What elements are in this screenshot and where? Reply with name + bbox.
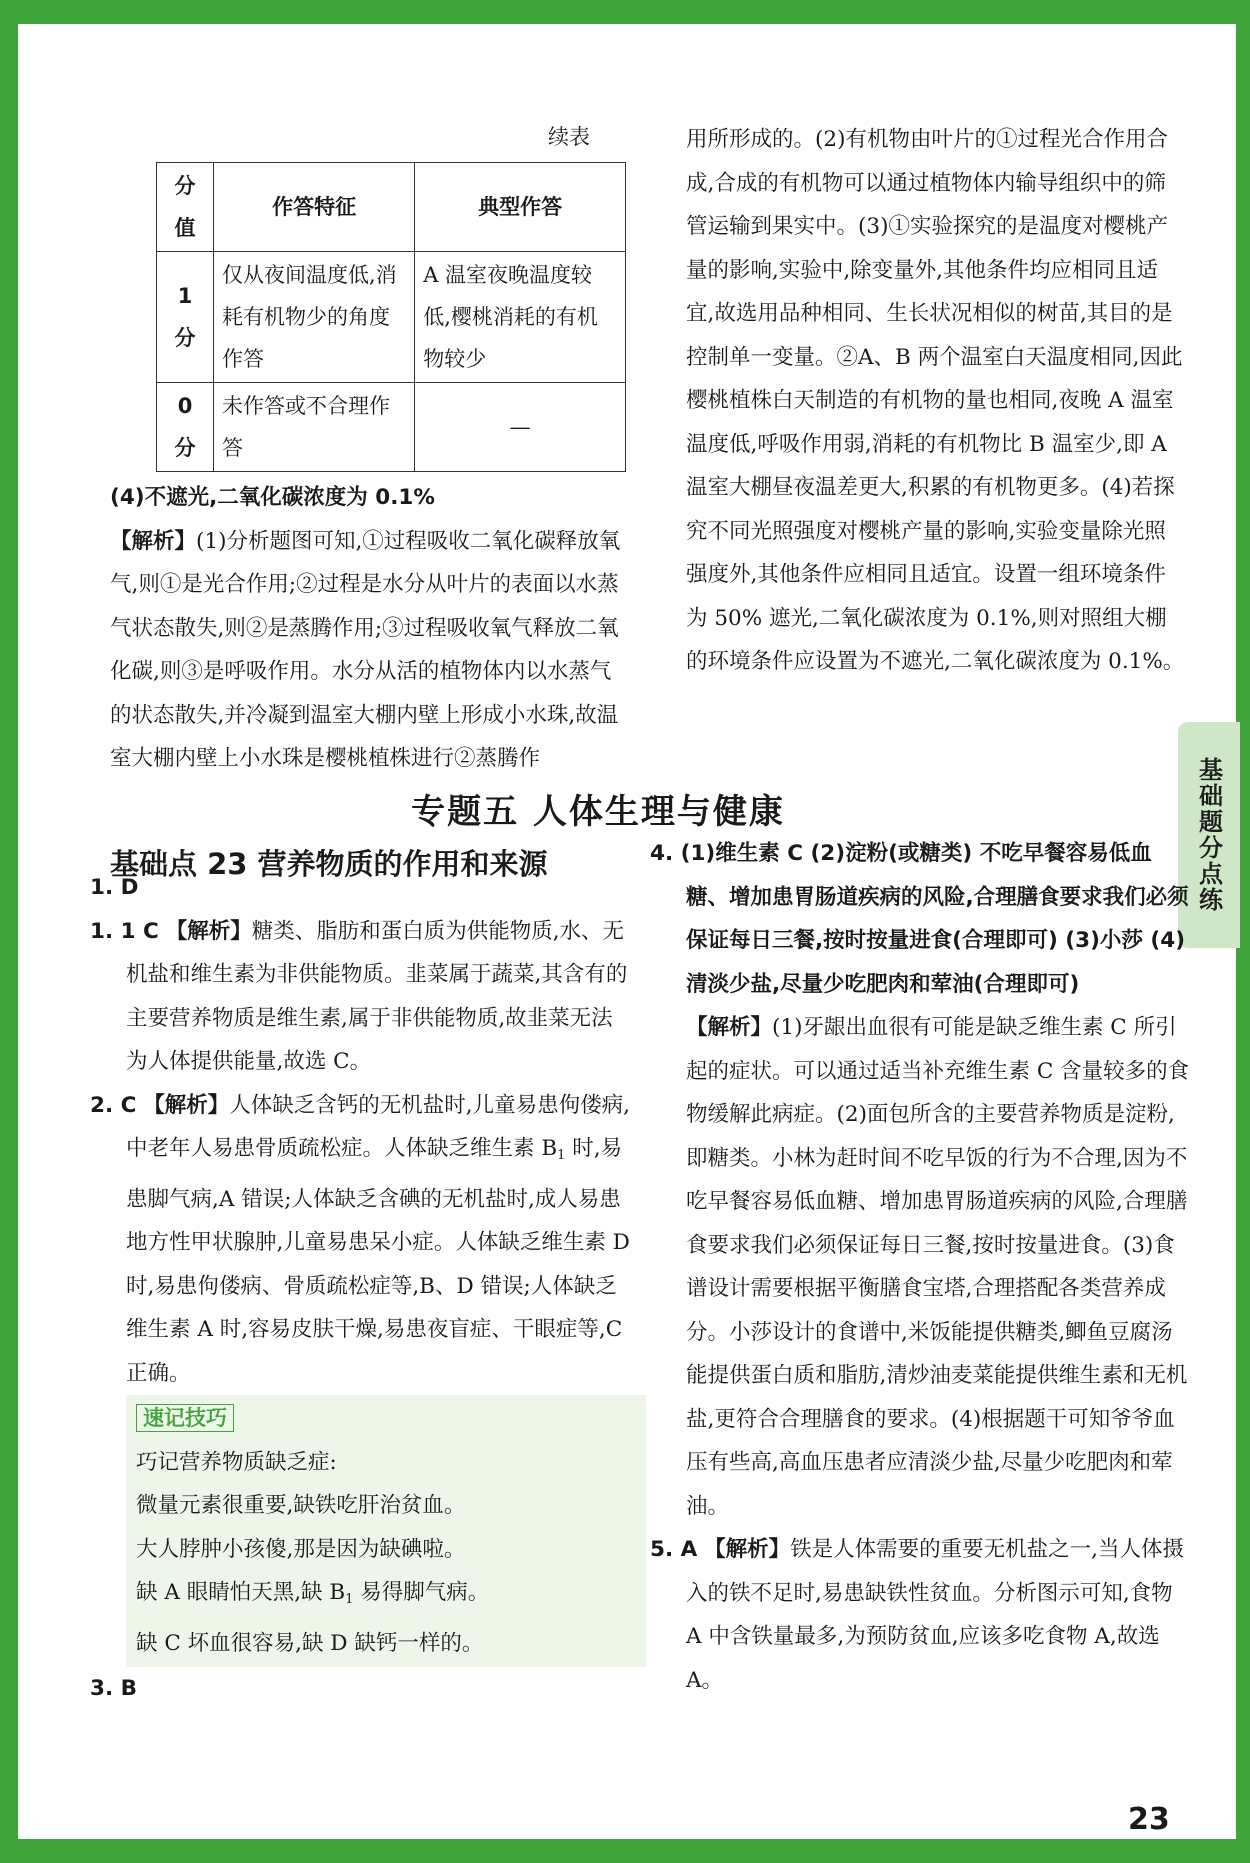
bottom-border [0,1839,1250,1863]
question-4-analysis [650,1006,1190,1528]
table-cell-example: A 温室夜晚温度较低,樱桃消耗的有机物较少 [415,252,626,383]
tip-line4-b: 易得脚气病。 [353,1580,490,1605]
question-2 [90,1084,630,1396]
table-row [157,383,626,472]
q1-1-tag: 【解析】 [165,918,252,944]
q1-1-text: 糖类、脂肪和蛋白质为供能物质,水、无机盐和维生素为非供能物质。韭菜属于蔬菜,其含有的主要营养物质是维生素,属于非供能物质,故韭菜无法为人体提供能量,故选 C。 [126,918,628,1074]
table-cell-score: 0 分 [157,383,214,472]
right-top-column [686,118,1186,684]
q2-tag: 【解析】 [143,1092,230,1118]
tip-label: 速记技巧 [136,1404,234,1432]
section-title: 基础点 23 营养物质的作用和来源 [110,847,548,881]
memory-tip-box [126,1395,646,1667]
table-cell-example: — [415,383,626,472]
tip-line: 巧记营养物质缺乏症: [136,1449,337,1475]
question-3: 3. B [90,1676,137,1701]
tip-line: 缺 C 坏血很容易,缺 D 缺钙一样的。 [136,1630,484,1656]
q5-text: 铁是人体需要的重要无机盐之一,当人体摄入的铁不足时,易患缺铁性贫血。分析图示可知,食物 A 中含铁量最多,为预防贫血,应该多吃食物 A,故选 A。 [686,1537,1184,1693]
left-border [0,0,18,1863]
page [18,24,1236,1839]
tip-line: 微量元素很重要,缺铁吃肝治贫血。 [136,1493,466,1518]
q1-1-number: 1. 1 C [90,918,159,944]
left-top-column [110,116,630,781]
section-tab: 基础题分点练 [1178,722,1240,948]
left-bottom-column [90,866,630,1711]
question-4-answer: 4. (1)维生素 C (2)淀粉(或糖类) 不吃早餐容易低血糖、增加患胃肠道疾病的风险,合理膳食要求我们必须保证每日三餐,按时按量进食(合理即可) (3)小莎 (4)清淡少盐,尽量少吃肥肉和荤油(合理即可) [650,841,1189,997]
scoring-table [156,162,626,472]
table-cell-feature: 未作答或不合理作答 [214,383,415,472]
tip-line [136,1571,636,1622]
q5-number: 5. A [650,1537,698,1562]
table-header-row [157,163,626,252]
q5-tag: 【解析】 [704,1537,791,1562]
q4-tag: 【解析】 [686,1015,773,1040]
right-bottom-column [650,832,1190,1702]
topic-title: 专题五 人体生理与健康 [411,792,785,832]
question-1: 1. D [90,875,139,900]
q2-text-a: 人体缺乏含钙的无机盐时,儿童易患佝偻病,中老年人易患骨质疏松症。人体缺乏维生素 B [126,1092,630,1161]
table-header: 作答特征 [214,163,415,252]
q2-number: 2. C [90,1092,137,1118]
page-number: 23 [1128,1802,1170,1837]
table-cell-feature: 仅从夜间温度低,消耗有机物少的角度作答 [214,252,415,383]
question-1-1 [90,910,630,1084]
analysis-text: (1)分析题图可知,①过程吸收二氧化碳释放氧气,则①是光合作用;②过程是水分从叶片的表面以水蒸气状态散失,则②是蒸腾作用;③过程吸收氧气释放二氧化碳,则③是呼吸作用。水分从活的植物体内以水蒸气的状态散失,并冷凝到温室大棚内壁上形成小水珠,故温室大棚内壁上小水珠是樱桃植株进行②蒸腾作 [110,528,621,771]
table-cell-score: 1 分 [157,252,214,383]
table-header: 分值 [157,163,214,252]
analysis-paragraph [110,520,630,781]
analysis-tag: 【解析】 [110,528,197,554]
answer-4: (4)不遮光,二氧化碳浓度为 0.1% [110,485,435,510]
continued-label: 续表 [548,125,590,149]
top-border [0,0,1250,24]
question-5 [650,1528,1190,1702]
table-row [157,252,626,383]
tip-line4-subscript: 1 [345,1592,354,1607]
tip-line: 大人脖肿小孩傻,那是因为缺碘啦。 [136,1536,466,1562]
q2-text-b: 时,易患脚气病,A 错误;人体缺乏含碘的无机盐时,成人易患地方性甲状腺肿,儿童易患呆小症。人体缺乏维生素 D 时,易患佝偻病、骨质疏松症等,B、D 错误;人体缺乏维生素 A 时,容易皮肤干燥,易患夜盲症、干眼症等,C 正确。 [126,1136,630,1386]
q4-text: (1)牙龈出血很有可能是缺乏维生素 C 所引起的症状。可以通过适当补充维生素 C 含量较多的食物缓解此病症。(2)面包所含的主要营养物质是淀粉,即糖类。小林为赶时间不吃早饭的行为不合理,因为不吃早餐容易低血糖、增加患胃肠道疾病的风险,合理膳食要求我们必须保证每日三餐,按时按量进食。(3)食谱设计需要根据平衡膳食宝塔,合理搭配各类营养成分。小莎设计的食谱中,米饭能提供糖类,鲫鱼豆腐汤能提供蛋白质和脂肪,清炒油麦菜能提供维生素和无机盐,更符合合理膳食的要求。(4)根据题干可知爷爷血压有些高,高血压患者应清淡少盐,尽量少吃肥肉和荤油。 [686,1015,1190,1519]
tip-line4-a: 缺 A 眼睛怕天黑,缺 B [136,1580,346,1605]
table-header: 典型作答 [415,163,626,252]
analysis-continued: 用所形成的。(2)有机物由叶片的①过程光合作用合成,合成的有机物可以通过植物体内输导组织中的筛管运输到果实中。(3)①实验探究的是温度对樱桃产量的影响,实验中,除变量外,其他条件均应相同且适宜,故选用品种相同、生长状况相似的树苗,其目的是控制单一变量。②A、B 两个温室白天温度相同,因此樱桃植株白天制造的有机物的量也相同,夜晚 A 温室温度低,呼吸作用弱,消耗的有机物比 B 温室少,即 A 温室大棚昼夜温差更大,积累的有机物更多。(4)若探究不同光照强度对樱桃产量的影响,实验变量除光照强度外,其他条件应相同且适宜。设置一组环境条件为 50% 遮光,二氧化碳浓度为 0.1%,则对照组大棚的环境条件应设置为不遮光,二氧化碳浓度为 0.1%。 [686,127,1185,674]
q2-subscript: 1 [557,1148,566,1163]
